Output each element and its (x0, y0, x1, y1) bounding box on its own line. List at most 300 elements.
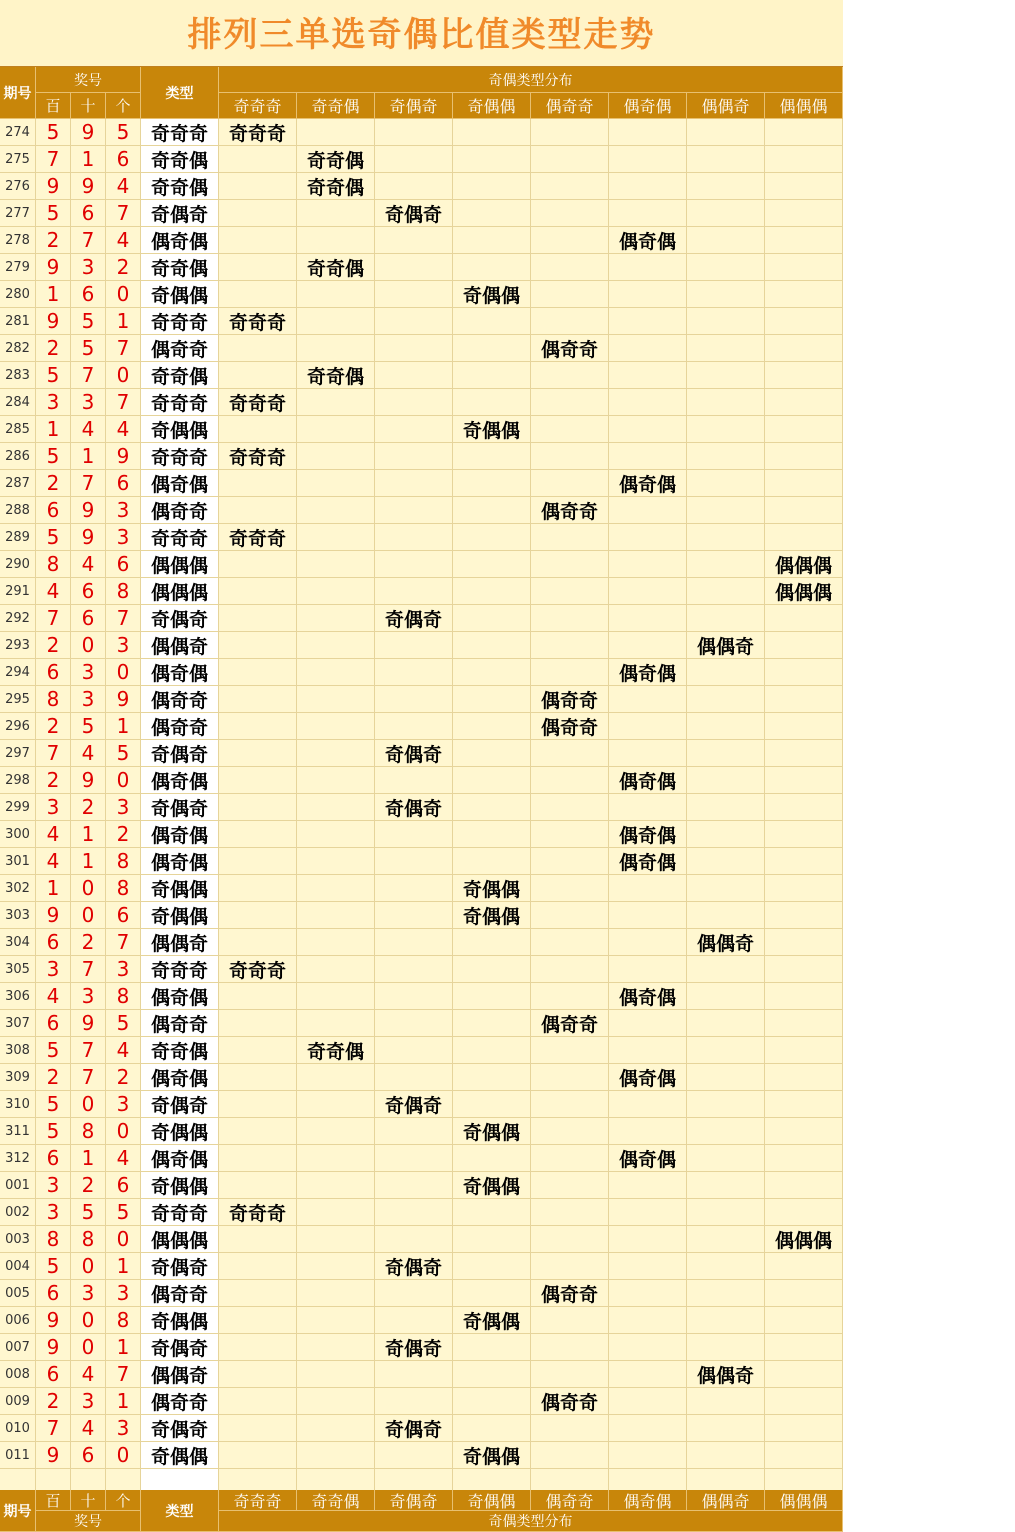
distribution-mark: 奇偶偶 (453, 281, 531, 308)
distribution-mark: 奇偶奇 (375, 605, 453, 632)
distribution-cell (687, 875, 765, 902)
distribution-cell (609, 902, 687, 929)
issue-cell: 005 (0, 1280, 36, 1307)
distribution-cell (219, 605, 297, 632)
distribution-cell (609, 200, 687, 227)
type-cell: 偶奇偶 (141, 983, 219, 1010)
issue-cell: 289 (0, 524, 36, 551)
digit-ones: 7 (106, 929, 141, 956)
distribution-cell (609, 416, 687, 443)
distribution-cell (375, 119, 453, 146)
digit-tens: 3 (71, 983, 106, 1010)
distribution-cell (219, 551, 297, 578)
distribution-cell (531, 470, 609, 497)
digit-tens: 2 (71, 929, 106, 956)
distribution-cell (219, 227, 297, 254)
type-cell: 偶偶奇 (141, 1361, 219, 1388)
digit-hundreds: 2 (36, 227, 71, 254)
footer-cat-7: 偶偶奇 (687, 1490, 765, 1511)
distribution-cell (609, 1118, 687, 1145)
distribution-cell (297, 551, 375, 578)
distribution-cell (765, 686, 843, 713)
type-cell: 偶偶偶 (141, 551, 219, 578)
distribution-cell (531, 1361, 609, 1388)
digit-ones: 0 (106, 1118, 141, 1145)
distribution-mark: 奇奇偶 (297, 254, 375, 281)
digit-tens: 9 (71, 524, 106, 551)
distribution-cell (687, 551, 765, 578)
distribution-cell (297, 767, 375, 794)
distribution-mark: 偶奇偶 (609, 767, 687, 794)
digit-tens: 1 (71, 1145, 106, 1172)
distribution-cell (375, 362, 453, 389)
distribution-cell (375, 875, 453, 902)
distribution-cell (453, 1145, 531, 1172)
issue-cell: 009 (0, 1388, 36, 1415)
distribution-cell (609, 713, 687, 740)
digit-hundreds: 1 (36, 875, 71, 902)
distribution-cell (687, 335, 765, 362)
distribution-mark: 偶偶偶 (765, 551, 843, 578)
type-cell: 奇偶偶 (141, 1442, 219, 1469)
type-cell: 奇奇奇 (141, 389, 219, 416)
digit-tens: 1 (71, 848, 106, 875)
distribution-cell (453, 497, 531, 524)
distribution-cell (609, 1280, 687, 1307)
digit-tens: 4 (71, 740, 106, 767)
footer-digit-tens: 十 (71, 1490, 106, 1511)
distribution-cell (687, 308, 765, 335)
distribution-cell (765, 254, 843, 281)
distribution-cell (765, 632, 843, 659)
digit-ones: 8 (106, 983, 141, 1010)
distribution-mark: 偶奇奇 (531, 1010, 609, 1037)
type-cell: 奇奇偶 (141, 362, 219, 389)
distribution-cell (453, 551, 531, 578)
distribution-cell (219, 686, 297, 713)
distribution-cell (297, 227, 375, 254)
distribution-cell (765, 1172, 843, 1199)
distribution-cell (609, 119, 687, 146)
digit-hundreds: 2 (36, 1064, 71, 1091)
digit-tens: 7 (71, 956, 106, 983)
table-row (0, 1145, 843, 1172)
distribution-cell (219, 173, 297, 200)
distribution-cell (687, 1064, 765, 1091)
distribution-cell (453, 1388, 531, 1415)
distribution-cell (453, 524, 531, 551)
distribution-cell (297, 1010, 375, 1037)
digit-hundreds: 2 (36, 1388, 71, 1415)
distribution-cell (609, 605, 687, 632)
digit-hundreds: 5 (36, 1253, 71, 1280)
distribution-cell (219, 1442, 297, 1469)
issue-cell: 294 (0, 659, 36, 686)
distribution-cell (687, 1415, 765, 1442)
digit-tens: 0 (71, 1334, 106, 1361)
digit-tens: 1 (71, 146, 106, 173)
distribution-cell (297, 1064, 375, 1091)
distribution-cell (609, 632, 687, 659)
digit-ones: 3 (106, 1280, 141, 1307)
type-cell: 奇偶偶 (141, 1118, 219, 1145)
distribution-cell (375, 308, 453, 335)
distribution-cell (765, 281, 843, 308)
table-row (0, 551, 843, 578)
digit-ones: 4 (106, 227, 141, 254)
distribution-cell (531, 848, 609, 875)
distribution-cell (219, 200, 297, 227)
digit-tens: 0 (71, 1307, 106, 1334)
table-row (0, 848, 843, 875)
distribution-cell (219, 1415, 297, 1442)
digit-tens: 5 (71, 335, 106, 362)
digit-ones: 1 (106, 308, 141, 335)
issue-cell: 287 (0, 470, 36, 497)
distribution-cell (765, 308, 843, 335)
distribution-cell (765, 119, 843, 146)
digit-tens: 8 (71, 1226, 106, 1253)
header-digit-tens: 十 (71, 93, 106, 119)
footer-issue: 期号 (0, 1490, 36, 1532)
distribution-cell (687, 821, 765, 848)
digit-tens: 0 (71, 1253, 106, 1280)
issue-cell: 291 (0, 578, 36, 605)
distribution-cell (609, 875, 687, 902)
distribution-mark: 偶偶偶 (765, 578, 843, 605)
distribution-cell (453, 389, 531, 416)
digit-ones: 7 (106, 1361, 141, 1388)
digit-tens: 4 (71, 416, 106, 443)
distribution-mark: 奇偶偶 (453, 902, 531, 929)
distribution-cell (687, 389, 765, 416)
distribution-cell (453, 659, 531, 686)
type-cell: 偶偶奇 (141, 929, 219, 956)
digit-ones: 0 (106, 362, 141, 389)
distribution-cell (765, 416, 843, 443)
distribution-cell (375, 416, 453, 443)
distribution-mark: 奇奇偶 (297, 362, 375, 389)
distribution-cell (531, 1253, 609, 1280)
distribution-cell (375, 659, 453, 686)
distribution-cell (453, 578, 531, 605)
distribution-cell (609, 1388, 687, 1415)
distribution-cell (375, 1361, 453, 1388)
distribution-cell (375, 335, 453, 362)
type-cell: 奇偶偶 (141, 875, 219, 902)
distribution-cell (609, 929, 687, 956)
distribution-mark: 偶奇奇 (531, 335, 609, 362)
distribution-cell (687, 1280, 765, 1307)
digit-tens: 3 (71, 686, 106, 713)
digit-hundreds: 1 (36, 281, 71, 308)
distribution-cell (375, 848, 453, 875)
distribution-cell (765, 1280, 843, 1307)
distribution-cell (531, 1307, 609, 1334)
digit-ones: 6 (106, 902, 141, 929)
distribution-cell (375, 470, 453, 497)
distribution-cell (609, 1361, 687, 1388)
distribution-mark: 偶奇奇 (531, 497, 609, 524)
digit-ones: 4 (106, 1037, 141, 1064)
type-cell: 偶奇偶 (141, 821, 219, 848)
type-cell: 偶奇奇 (141, 686, 219, 713)
distribution-cell (453, 227, 531, 254)
digit-hundreds: 6 (36, 929, 71, 956)
distribution-cell (687, 1253, 765, 1280)
distribution-cell (453, 308, 531, 335)
distribution-cell (609, 794, 687, 821)
distribution-cell (219, 902, 297, 929)
digit-tens: 0 (71, 632, 106, 659)
distribution-mark: 偶奇奇 (531, 1280, 609, 1307)
distribution-mark: 奇偶奇 (375, 1415, 453, 1442)
issue-cell: 007 (0, 1334, 36, 1361)
digit-hundreds: 9 (36, 1334, 71, 1361)
distribution-cell (765, 200, 843, 227)
table-row (0, 308, 843, 335)
distribution-cell (531, 524, 609, 551)
distribution-cell (453, 632, 531, 659)
distribution-cell (609, 362, 687, 389)
distribution-cell (687, 848, 765, 875)
table-row (0, 605, 843, 632)
issue-cell: 008 (0, 1361, 36, 1388)
issue-cell: 297 (0, 740, 36, 767)
digit-hundreds: 4 (36, 983, 71, 1010)
distribution-cell (453, 200, 531, 227)
digit-ones: 1 (106, 713, 141, 740)
distribution-mark: 奇偶偶 (453, 1307, 531, 1334)
issue-cell: 280 (0, 281, 36, 308)
issue-cell: 303 (0, 902, 36, 929)
table-row (0, 1091, 843, 1118)
issue-cell: 275 (0, 146, 36, 173)
issue-cell: 296 (0, 713, 36, 740)
distribution-cell (219, 713, 297, 740)
distribution-cell (219, 470, 297, 497)
distribution-cell (765, 1361, 843, 1388)
issue-cell: 304 (0, 929, 36, 956)
digit-tens: 9 (71, 497, 106, 524)
distribution-cell (219, 146, 297, 173)
type-cell: 偶偶奇 (141, 632, 219, 659)
distribution-mark: 奇奇偶 (297, 1037, 375, 1064)
type-cell: 偶偶偶 (141, 1226, 219, 1253)
type-cell: 奇奇偶 (141, 173, 219, 200)
digit-hundreds: 5 (36, 119, 71, 146)
type-cell: 偶奇偶 (141, 767, 219, 794)
distribution-cell (375, 902, 453, 929)
distribution-cell (687, 1334, 765, 1361)
digit-ones: 8 (106, 1307, 141, 1334)
distribution-cell (453, 1334, 531, 1361)
digit-ones: 4 (106, 416, 141, 443)
type-cell: 奇偶偶 (141, 416, 219, 443)
digit-tens: 3 (71, 1388, 106, 1415)
issue-cell: 284 (0, 389, 36, 416)
distribution-cell (297, 1172, 375, 1199)
distribution-cell (687, 119, 765, 146)
digit-tens: 6 (71, 605, 106, 632)
table-row (0, 578, 843, 605)
footer-cat-2: 奇奇偶 (297, 1490, 375, 1511)
distribution-cell (297, 713, 375, 740)
distribution-cell (375, 146, 453, 173)
type-cell: 奇偶奇 (141, 1091, 219, 1118)
distribution-mark: 偶偶偶 (765, 1226, 843, 1253)
digit-hundreds: 3 (36, 794, 71, 821)
distribution-cell (687, 659, 765, 686)
distribution-cell (453, 1010, 531, 1037)
distribution-cell (219, 1334, 297, 1361)
distribution-cell (453, 1064, 531, 1091)
distribution-cell (375, 524, 453, 551)
distribution-cell (609, 1037, 687, 1064)
header-cat-4: 奇偶偶 (453, 93, 531, 119)
issue-cell: 285 (0, 416, 36, 443)
distribution-cell (219, 929, 297, 956)
issue-cell: 277 (0, 200, 36, 227)
distribution-mark: 奇奇奇 (219, 443, 297, 470)
type-cell: 奇偶偶 (141, 1172, 219, 1199)
distribution-cell (375, 551, 453, 578)
table-row (0, 146, 843, 173)
type-cell: 奇奇奇 (141, 119, 219, 146)
digit-hundreds: 9 (36, 1307, 71, 1334)
digit-ones: 8 (106, 578, 141, 605)
distribution-cell (765, 1010, 843, 1037)
digit-ones: 6 (106, 551, 141, 578)
issue-cell: 004 (0, 1253, 36, 1280)
distribution-mark: 偶奇偶 (609, 659, 687, 686)
digit-hundreds: 6 (36, 1145, 71, 1172)
table-row (0, 497, 843, 524)
distribution-cell (609, 497, 687, 524)
distribution-cell (297, 1307, 375, 1334)
distribution-cell (453, 173, 531, 200)
digit-hundreds: 6 (36, 1361, 71, 1388)
digit-ones: 0 (106, 659, 141, 686)
digit-ones: 3 (106, 524, 141, 551)
table-row (0, 821, 843, 848)
digit-hundreds: 8 (36, 1226, 71, 1253)
digit-tens: 4 (71, 1361, 106, 1388)
digit-tens: 8 (71, 1118, 106, 1145)
type-cell: 奇偶偶 (141, 281, 219, 308)
table-row (0, 1307, 843, 1334)
table-row (0, 416, 843, 443)
distribution-cell (531, 794, 609, 821)
digit-tens: 9 (71, 767, 106, 794)
distribution-cell (219, 632, 297, 659)
distribution-cell (531, 929, 609, 956)
distribution-cell (531, 767, 609, 794)
type-cell: 奇偶奇 (141, 605, 219, 632)
distribution-cell (219, 1091, 297, 1118)
digit-ones: 3 (106, 956, 141, 983)
distribution-cell (297, 443, 375, 470)
digit-tens: 5 (71, 308, 106, 335)
distribution-cell (765, 713, 843, 740)
distribution-cell (687, 1199, 765, 1226)
table-row (0, 1118, 843, 1145)
digit-hundreds: 9 (36, 254, 71, 281)
distribution-cell (297, 821, 375, 848)
distribution-cell (609, 1226, 687, 1253)
issue-cell: 302 (0, 875, 36, 902)
issue-cell: 002 (0, 1199, 36, 1226)
digit-hundreds: 5 (36, 443, 71, 470)
digit-tens: 5 (71, 713, 106, 740)
distribution-cell (765, 1334, 843, 1361)
issue-cell: 301 (0, 848, 36, 875)
type-cell: 奇偶奇 (141, 200, 219, 227)
distribution-cell (765, 740, 843, 767)
header-cat-5: 偶奇奇 (531, 93, 609, 119)
distribution-cell (219, 1010, 297, 1037)
distribution-cell (687, 1118, 765, 1145)
digit-tens: 7 (71, 1037, 106, 1064)
distribution-mark: 奇偶奇 (375, 794, 453, 821)
table-row (0, 1199, 843, 1226)
distribution-cell (453, 1091, 531, 1118)
type-cell: 偶奇奇 (141, 713, 219, 740)
table-row (0, 1388, 843, 1415)
header-cat-6: 偶奇偶 (609, 93, 687, 119)
digit-hundreds: 2 (36, 335, 71, 362)
issue-cell: 295 (0, 686, 36, 713)
table-row (0, 524, 843, 551)
digit-ones: 8 (106, 875, 141, 902)
type-cell: 偶奇偶 (141, 848, 219, 875)
digit-tens: 7 (71, 470, 106, 497)
distribution-cell (297, 1226, 375, 1253)
distribution-cell (297, 497, 375, 524)
distribution-cell (609, 146, 687, 173)
digit-tens: 3 (71, 1280, 106, 1307)
distribution-cell (765, 1145, 843, 1172)
distribution-cell (531, 362, 609, 389)
distribution-cell (297, 902, 375, 929)
distribution-cell (531, 902, 609, 929)
distribution-cell (453, 794, 531, 821)
digit-ones: 2 (106, 254, 141, 281)
distribution-cell (453, 821, 531, 848)
page-title: 排列三单选奇偶比值类型走势 (0, 0, 843, 67)
header-digit-ones: 个 (106, 93, 141, 119)
digit-ones: 4 (106, 173, 141, 200)
distribution-cell (375, 1280, 453, 1307)
header-cat-1: 奇奇奇 (219, 93, 297, 119)
distribution-cell (219, 1118, 297, 1145)
footer-distribution: 奇偶类型分布 (219, 1511, 843, 1532)
table-row (0, 281, 843, 308)
distribution-cell (219, 821, 297, 848)
digit-tens: 6 (71, 578, 106, 605)
distribution-mark: 偶奇奇 (531, 713, 609, 740)
digit-ones: 7 (106, 335, 141, 362)
distribution-cell (687, 1010, 765, 1037)
distribution-cell (609, 1334, 687, 1361)
digit-tens: 5 (71, 1199, 106, 1226)
distribution-cell (375, 686, 453, 713)
distribution-cell (609, 551, 687, 578)
distribution-cell (453, 605, 531, 632)
distribution-cell (453, 956, 531, 983)
distribution-cell (531, 308, 609, 335)
distribution-cell (687, 1091, 765, 1118)
